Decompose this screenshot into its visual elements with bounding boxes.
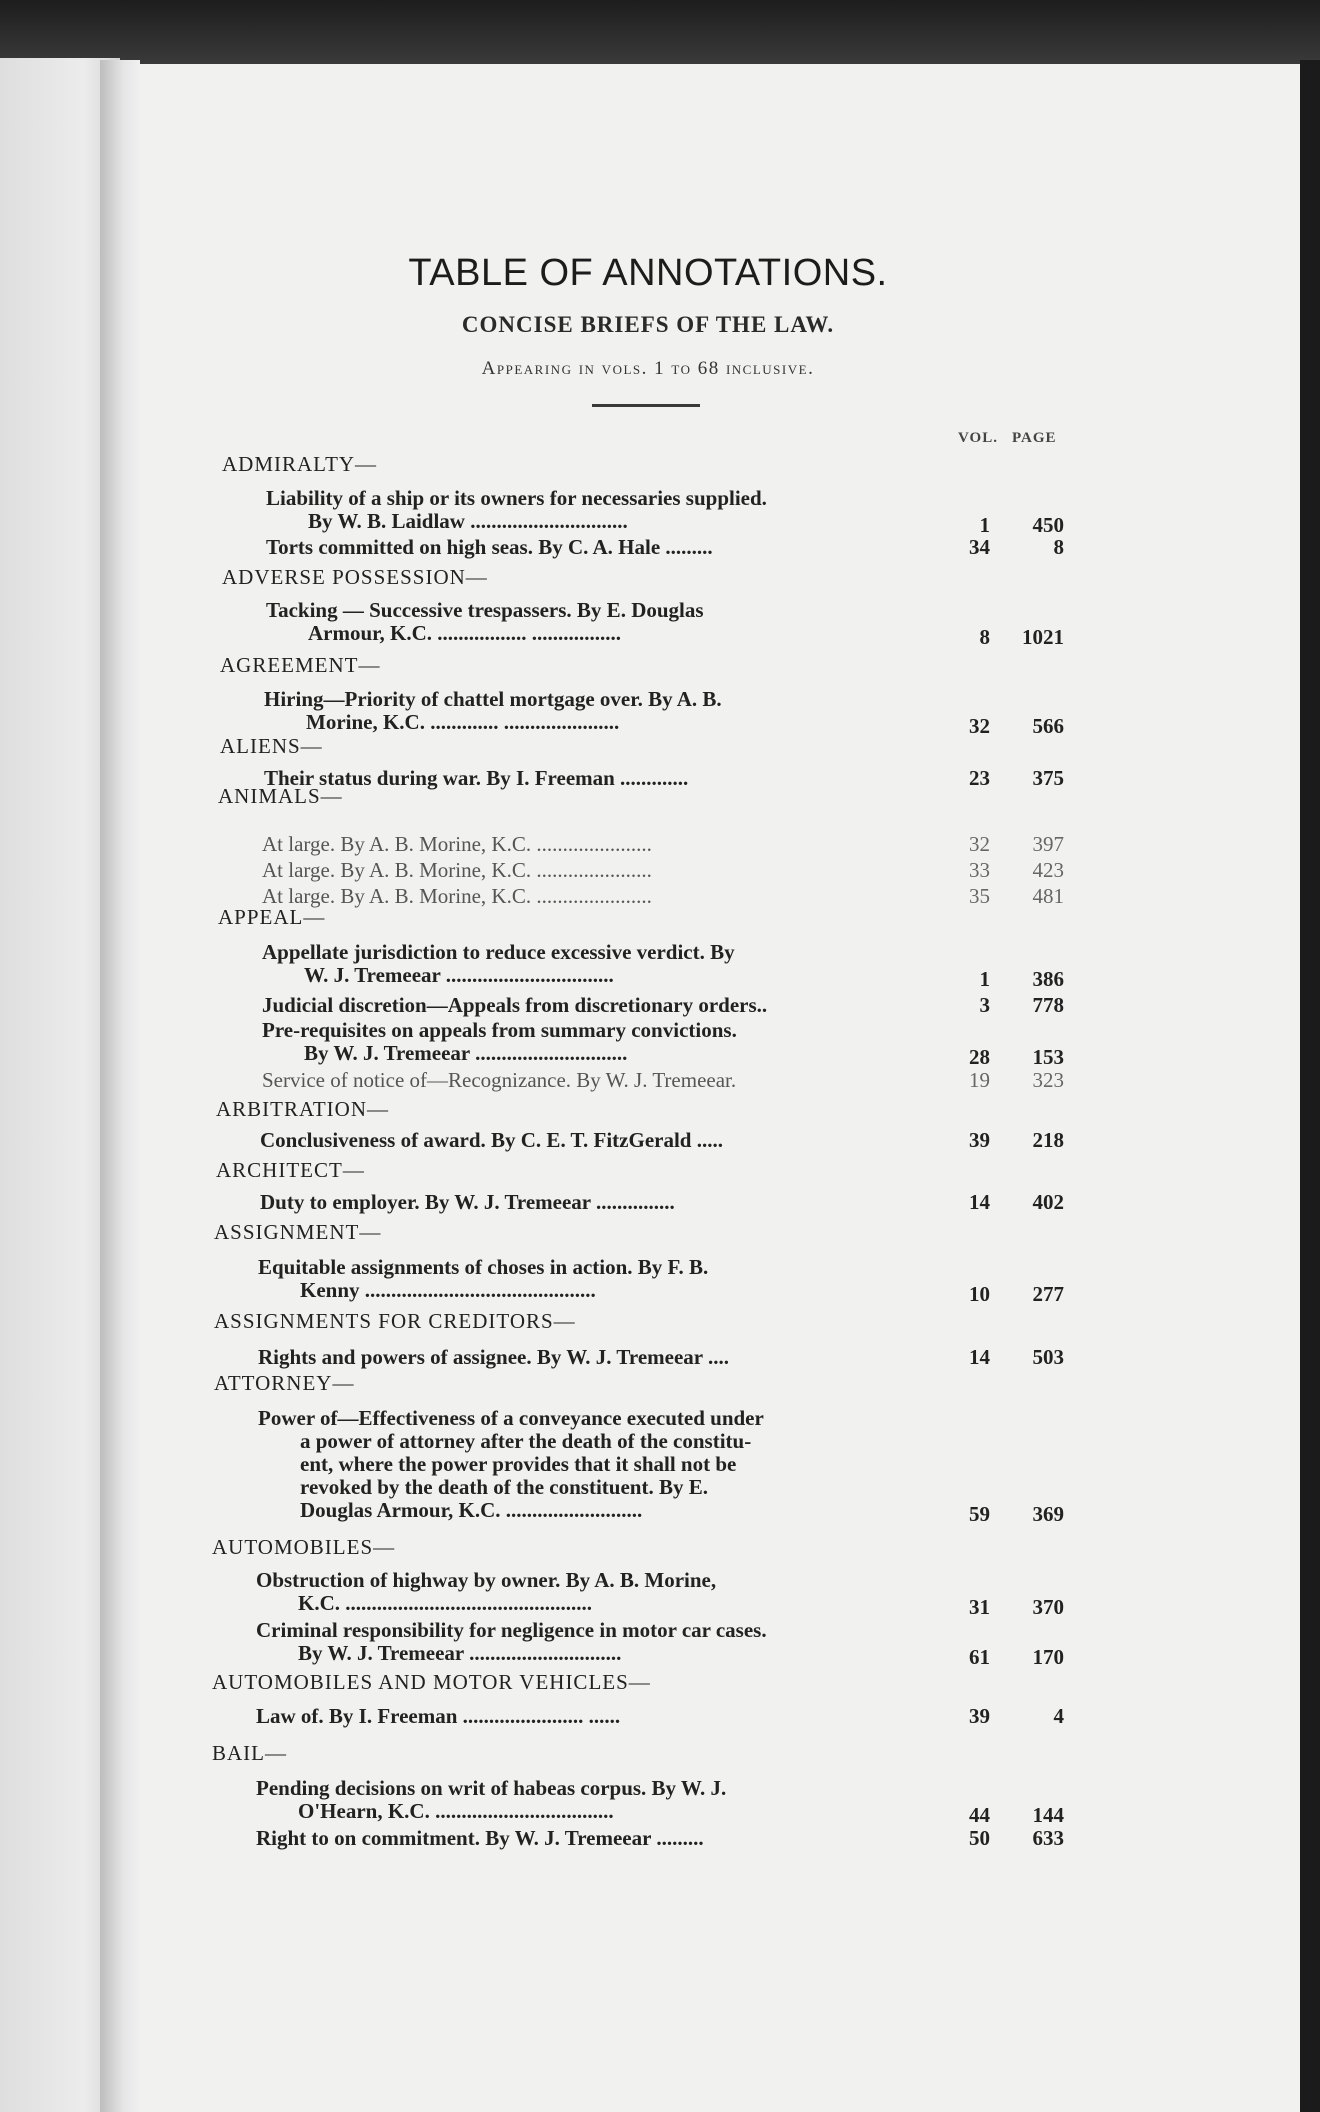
entry-text: At large. By A. B. Morine, K.C. ...................... bbox=[262, 832, 652, 856]
page-title: TABLE OF ANNOTATIONS. bbox=[408, 252, 888, 294]
volume-number: 59 bbox=[969, 1502, 990, 1526]
page-number: 370 bbox=[1032, 1595, 1064, 1619]
entry-text: Pre-requisites on appeals from summary convictions. bbox=[262, 1018, 737, 1042]
entry-text-continuation: K.C. ............................................... bbox=[298, 1591, 592, 1615]
volume-number: 19 bbox=[969, 1068, 990, 1092]
page-number: 144 bbox=[1032, 1803, 1064, 1827]
section-heading: ADMIRALTY— bbox=[222, 452, 378, 476]
page-number: 503 bbox=[1032, 1345, 1064, 1369]
entry-text-continuation: Kenny ............................................ bbox=[300, 1278, 596, 1302]
section-heading: AUTOMOBILES AND MOTOR VEHICLES— bbox=[212, 1670, 651, 1694]
entry-text: Pending decisions on writ of habeas corpus. By W. J. bbox=[256, 1776, 727, 1800]
entry-text: Their status during war. By I. Freeman ............. bbox=[264, 766, 689, 790]
entry-text: Obstruction of highway by owner. By A. B. Morine, bbox=[256, 1568, 717, 1592]
entry-text: Criminal responsibility for negligence in motor car cases. bbox=[256, 1618, 767, 1642]
entry-text: Right to on commitment. By W. J. Tremeear ......... bbox=[256, 1826, 704, 1850]
entry-text-continuation: Armour, K.C. ................. ................. bbox=[308, 621, 622, 645]
volume-number: 35 bbox=[969, 884, 990, 908]
volume-number: 14 bbox=[969, 1345, 990, 1369]
page-number: 277 bbox=[1032, 1282, 1064, 1306]
volume-number: 33 bbox=[969, 858, 990, 882]
entry-text-continuation: By W. J. Tremeear ............................. bbox=[304, 1041, 628, 1065]
volume-number: 39 bbox=[969, 1128, 990, 1152]
entry-text: Hiring—Priority of chattel mortgage over. By A. B. bbox=[264, 687, 722, 711]
volume-number: 44 bbox=[969, 1803, 990, 1827]
section-heading: APPEAL— bbox=[218, 905, 326, 929]
section-heading: ANIMALS— bbox=[218, 784, 343, 808]
volume-number: 39 bbox=[969, 1704, 990, 1728]
page-number: 402 bbox=[1032, 1190, 1064, 1214]
entry-text: Rights and powers of assignee. By W. J. Tremeear .... bbox=[258, 1345, 729, 1369]
page-number: 566 bbox=[1032, 714, 1064, 738]
entry-text-continuation: W. J. Tremeear ................................ bbox=[304, 963, 614, 987]
volume-number: 28 bbox=[969, 1045, 990, 1069]
entry-text-continuation: By W. B. Laidlaw .............................. bbox=[308, 509, 628, 533]
page-number: 386 bbox=[1032, 967, 1064, 991]
entry-text: Conclusiveness of award. By C. E. T. FitzGerald ..... bbox=[260, 1128, 723, 1152]
entry-text: Judicial discretion—Appeals from discretionary orders.. bbox=[262, 993, 768, 1017]
page-number: 633 bbox=[1032, 1826, 1064, 1850]
volume-number: 61 bbox=[969, 1645, 990, 1669]
entry-text-continuation: Morine, K.C. ............. ...................... bbox=[306, 710, 620, 734]
volume-number: 32 bbox=[969, 832, 990, 856]
entry-text: Appellate jurisdiction to reduce excessive verdict. By bbox=[262, 940, 735, 964]
volume-number: 23 bbox=[969, 766, 990, 790]
section-heading: ADVERSE POSSESSION— bbox=[222, 565, 488, 589]
page-subtitle: CONCISE BRIEFS OF THE LAW. bbox=[461, 312, 835, 337]
volume-number: 10 bbox=[969, 1282, 990, 1306]
volume-number: 3 bbox=[979, 993, 990, 1017]
volume-number: 50 bbox=[969, 1826, 990, 1850]
page-number: 8 bbox=[1053, 535, 1064, 559]
volume-number: 31 bbox=[969, 1595, 990, 1619]
page-number: 450 bbox=[1032, 513, 1064, 537]
entry-text: At large. By A. B. Morine, K.C. ...................... bbox=[262, 884, 652, 908]
entry-text-continuation: ent, where the power provides that it shall not be bbox=[300, 1452, 737, 1476]
entry-text-continuation: revoked by the death of the constituent. By E. bbox=[300, 1475, 708, 1499]
volume-number: 8 bbox=[979, 625, 990, 649]
page-number: 423 bbox=[1032, 858, 1064, 882]
section-heading: AUTOMOBILES— bbox=[212, 1535, 396, 1559]
entry-text: Law of. By I. Freeman ....................... ...... bbox=[256, 1704, 621, 1728]
entry-text-continuation: a power of attorney after the death of the constitu- bbox=[300, 1429, 752, 1453]
volume-number: 34 bbox=[969, 535, 990, 559]
entry-text-continuation: O'Hearn, K.C. .................................. bbox=[298, 1799, 614, 1823]
page-number: 4 bbox=[1053, 1704, 1064, 1728]
volume-number: 32 bbox=[969, 714, 990, 738]
section-heading: BAIL— bbox=[212, 1741, 287, 1765]
entry-text: Duty to employer. By W. J. Tremeear ............... bbox=[260, 1190, 675, 1214]
section-heading: ATTORNEY— bbox=[214, 1371, 355, 1395]
volume-number: 1 bbox=[979, 513, 990, 537]
entry-text: Service of notice of—Recognizance. By W. J. Tremeear. bbox=[262, 1068, 737, 1092]
volume-scope: Appearing in vols. 1 to 68 inclusive. bbox=[481, 358, 815, 379]
page-number: 778 bbox=[1032, 993, 1064, 1017]
entry-text-continuation: Douglas Armour, K.C. .......................... bbox=[300, 1498, 643, 1522]
column-header-page: PAGE bbox=[1012, 430, 1057, 446]
entry-text: Equitable assignments of choses in action. By F. B. bbox=[258, 1255, 709, 1279]
page-number: 481 bbox=[1032, 884, 1064, 908]
section-heading: ASSIGNMENT— bbox=[214, 1220, 382, 1244]
page-number: 1021 bbox=[1022, 625, 1064, 649]
volume-number: 14 bbox=[969, 1190, 990, 1214]
section-heading: ARBITRATION— bbox=[216, 1097, 389, 1121]
page-number: 153 bbox=[1032, 1045, 1064, 1069]
entry-text: At large. By A. B. Morine, K.C. ...................... bbox=[262, 858, 652, 882]
volume-number: 1 bbox=[979, 967, 990, 991]
section-heading: ARCHITECT— bbox=[216, 1158, 365, 1182]
entry-text: Power of—Effectiveness of a conveyance executed under bbox=[258, 1406, 764, 1430]
page-number: 375 bbox=[1032, 766, 1064, 790]
page-number: 397 bbox=[1032, 832, 1064, 856]
entry-text: Tacking — Successive trespassers. By E. Douglas bbox=[266, 598, 704, 622]
section-heading: AGREEMENT— bbox=[220, 653, 381, 677]
column-header-vol: VOL. bbox=[958, 430, 998, 446]
entry-text: Torts committed on high seas. By C. A. Hale ......... bbox=[266, 535, 713, 559]
entry-text-continuation: By W. J. Tremeear ............................. bbox=[298, 1641, 622, 1665]
section-heading: ASSIGNMENTS FOR CREDITORS— bbox=[214, 1309, 576, 1333]
page-number: 218 bbox=[1032, 1128, 1064, 1152]
entry-text: Liability of a ship or its owners for necessaries supplied. bbox=[266, 486, 767, 510]
page-number: 369 bbox=[1032, 1502, 1064, 1526]
page-number: 323 bbox=[1032, 1068, 1064, 1092]
page-number: 170 bbox=[1032, 1645, 1064, 1669]
section-heading: ALIENS— bbox=[220, 734, 323, 758]
